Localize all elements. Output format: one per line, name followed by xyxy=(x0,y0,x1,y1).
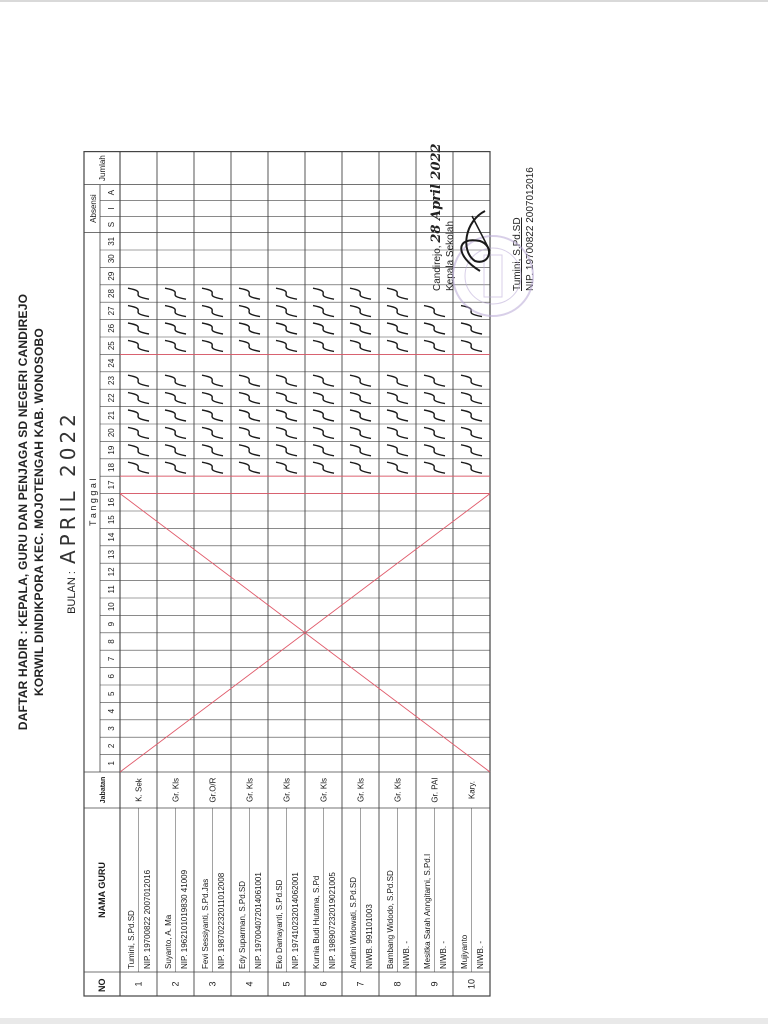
paraf-signature xyxy=(239,393,260,404)
paraf-signature xyxy=(202,323,223,334)
paraf-signature xyxy=(313,427,334,438)
teacher-name: Fevi Sessiyanti, S.Pd.Jas xyxy=(201,878,210,969)
paraf-signature xyxy=(276,340,297,351)
teacher-id: NIP. 197004072014061001 xyxy=(254,872,263,969)
day-header: 17 xyxy=(107,480,116,490)
day-header: 9 xyxy=(107,621,116,627)
paraf-signature xyxy=(350,410,371,421)
day-header: 18 xyxy=(107,463,116,472)
paraf-signature xyxy=(239,323,260,334)
teacher-name: Bambang Widodo, S.Pd.SD xyxy=(386,870,395,969)
paraf-signature xyxy=(387,375,408,386)
paraf-signature xyxy=(165,288,186,299)
paraf-signature xyxy=(165,393,186,404)
paraf-signature xyxy=(387,427,408,438)
paraf-signature xyxy=(202,393,223,404)
day-header: 19 xyxy=(107,445,116,455)
paraf-signature xyxy=(276,410,297,421)
teacher-name: Eko Damayanti, S.Pd.SD xyxy=(275,879,284,969)
row-no: 8 xyxy=(392,981,403,987)
teacher-name: Mujiyanto xyxy=(460,934,469,969)
attendance-sheet xyxy=(12,0,756,1036)
paraf-signature xyxy=(128,375,149,386)
paraf-signature xyxy=(239,462,260,473)
teacher-id: NIP. 198702232011012008 xyxy=(217,872,226,969)
signature-block xyxy=(430,51,537,291)
paraf-signature xyxy=(424,340,445,351)
signature-name: Tumini, S.Pd.SD xyxy=(512,217,523,291)
day-header: 8 xyxy=(107,639,116,644)
paraf-signature xyxy=(424,375,445,386)
teacher-name: Tumini, S.Pd.SD xyxy=(127,910,136,969)
paraf-signature xyxy=(424,462,445,473)
paraf-signature xyxy=(276,445,297,456)
absensi-header: A xyxy=(107,189,116,196)
paraf-signature xyxy=(461,462,482,473)
paraf-signature xyxy=(239,340,260,351)
teacher-name: Kurnia Budi Hutama, S.Pd xyxy=(312,875,321,969)
paraf-signature xyxy=(128,445,149,456)
signature-place: Candirejo, xyxy=(432,245,443,291)
paraf-signature xyxy=(165,340,186,351)
day-header: 11 xyxy=(107,585,116,594)
teacher-jabatan: Gr. Kls xyxy=(393,777,403,803)
paraf-signature xyxy=(128,393,149,404)
document-title-line1: DAFTAR HADIR : KEPALA, GURU DAN PENJAGA SD NEGERI CANDIREJO xyxy=(16,293,30,731)
paraf-signature xyxy=(461,410,482,421)
teacher-id: NIWB. - xyxy=(476,941,485,969)
header-nama: NAMA GURU xyxy=(97,862,107,918)
teacher-jabatan: Gr. Kls xyxy=(171,777,181,803)
paraf-signature xyxy=(387,306,408,317)
paraf-signature xyxy=(313,393,334,404)
paraf-signature xyxy=(128,340,149,351)
paraf-signature xyxy=(424,427,445,438)
paraf-signature xyxy=(165,306,186,317)
paraf-signature xyxy=(239,288,260,299)
paraf-signature xyxy=(128,427,149,438)
paraf-signature xyxy=(424,306,445,317)
teacher-id: NIP. 198907232019021005 xyxy=(328,872,337,969)
paraf-signature xyxy=(387,323,408,334)
teacher-jabatan: K. Sek xyxy=(134,778,144,802)
paraf-signature xyxy=(128,288,149,299)
header-jabatan: Jabatan xyxy=(100,776,107,804)
row-no: 1 xyxy=(133,981,144,987)
day-header: 29 xyxy=(107,271,116,281)
paraf-signature xyxy=(387,445,408,456)
day-header: 12 xyxy=(107,567,116,577)
day-header: 26 xyxy=(107,323,116,333)
day-header: 30 xyxy=(107,254,116,264)
paraf-signature xyxy=(350,393,371,404)
paraf-signature xyxy=(202,306,223,317)
row-no: 5 xyxy=(281,981,292,987)
paraf-signature xyxy=(350,340,371,351)
paraf-signature xyxy=(387,393,408,404)
teacher-name: Suyanto, A. Ma xyxy=(164,914,173,969)
teacher-name: Edy Suparman, S.Pd.SD xyxy=(238,880,247,969)
paraf-signature xyxy=(276,462,297,473)
day-header: 24 xyxy=(107,358,116,368)
paraf-signature xyxy=(313,323,334,334)
teacher-id: NIWB. - xyxy=(402,941,411,969)
teacher-id: NIWB. 991101003 xyxy=(365,904,374,969)
signature-date-handwritten: 28 April 2022 xyxy=(429,143,444,243)
paraf-signature xyxy=(461,445,482,456)
signature-role: Kepala Sekolah xyxy=(445,220,456,291)
paraf-signature xyxy=(350,462,371,473)
paraf-signature xyxy=(165,445,186,456)
document-title-line2: KORWIL DINDIKPORA KEC. MOJOTENGAH KAB. WONOSOBO xyxy=(32,328,46,696)
teacher-id: NIP. 19700822 2007012016 xyxy=(143,869,152,969)
day-header: 6 xyxy=(107,674,116,679)
paraf-signature xyxy=(202,288,223,299)
row-no: 10 xyxy=(466,978,477,990)
row-no: 6 xyxy=(318,981,329,987)
absensi-header: S xyxy=(107,221,116,228)
signature-nip: NIP. 19700822 2007012016 xyxy=(525,167,536,291)
paraf-signature xyxy=(165,410,186,421)
paraf-signature xyxy=(202,375,223,386)
paraf-signature xyxy=(424,410,445,421)
day-header: 13 xyxy=(107,550,116,559)
paraf-signature xyxy=(202,410,223,421)
paraf-signature xyxy=(276,323,297,334)
paraf-signature xyxy=(313,375,334,386)
row-no: 2 xyxy=(170,981,181,987)
paraf-signature xyxy=(313,288,334,299)
paraf-signature xyxy=(276,375,297,386)
teacher-id: NIP. 1962101019830 41009 xyxy=(180,869,189,969)
teacher-jabatan: Gr.O/R xyxy=(208,777,218,803)
header-no: NO xyxy=(97,978,107,992)
paraf-signature xyxy=(202,445,223,456)
paraf-signature xyxy=(313,462,334,473)
paraf-signature xyxy=(276,393,297,404)
row-no: 3 xyxy=(207,981,218,987)
attendance-table xyxy=(12,0,756,1036)
paraf-signature xyxy=(202,340,223,351)
row-no: 7 xyxy=(355,981,366,987)
paraf-signature xyxy=(313,445,334,456)
paraf-signature xyxy=(350,375,371,386)
day-header: 21 xyxy=(107,410,116,420)
absensi-header: I xyxy=(107,207,116,210)
day-header: 2 xyxy=(107,743,116,749)
teacher-jabatan: Gr. Kls xyxy=(319,777,329,803)
teacher-id: NIP. 197410232014062001 xyxy=(291,872,300,969)
month-value: APRIL 2022 xyxy=(56,410,80,565)
paraf-signature xyxy=(387,288,408,299)
header-tanggal: T a n g g a l xyxy=(88,478,98,526)
paraf-signature xyxy=(202,427,223,438)
paraf-signature xyxy=(128,462,149,473)
paraf-signature xyxy=(165,323,186,334)
paraf-signature xyxy=(165,462,186,473)
day-header: 14 xyxy=(107,532,116,542)
teacher-jabatan: Gr. PAI xyxy=(430,777,440,803)
paraf-signature xyxy=(128,306,149,317)
day-header: 28 xyxy=(107,289,116,298)
day-header: 5 xyxy=(107,691,116,696)
paraf-signature xyxy=(165,427,186,438)
paraf-signature xyxy=(387,462,408,473)
day-header: 31 xyxy=(107,236,116,246)
teacher-jabatan: Gr. Kls xyxy=(245,777,255,803)
paraf-signature xyxy=(350,306,371,317)
header-jumlah: Jumlah xyxy=(98,155,107,181)
day-header: 22 xyxy=(107,393,116,403)
paraf-signature xyxy=(202,462,223,473)
paraf-signature xyxy=(350,288,371,299)
paraf-signature xyxy=(387,340,408,351)
paraf-signature xyxy=(313,410,334,421)
paraf-signature xyxy=(276,427,297,438)
day-header: 15 xyxy=(107,515,116,525)
day-header: 3 xyxy=(107,726,116,731)
paraf-signature xyxy=(350,427,371,438)
headmaster-signature xyxy=(450,201,500,281)
paraf-signature xyxy=(350,445,371,456)
day-header: 16 xyxy=(107,497,116,507)
teacher-jabatan: Gr. Kls xyxy=(282,777,292,803)
teacher-jabatan: Gr. Kls xyxy=(356,777,366,803)
paraf-signature xyxy=(461,393,482,404)
paraf-signature xyxy=(461,340,482,351)
teacher-jabatan: Kary. xyxy=(467,780,477,800)
day-header: 4 xyxy=(107,708,116,714)
paraf-signature xyxy=(387,410,408,421)
paraf-signature xyxy=(424,445,445,456)
teacher-id: NIWB. - xyxy=(439,941,448,969)
paraf-signature xyxy=(350,323,371,334)
day-header: 7 xyxy=(107,656,116,662)
day-header: 10 xyxy=(107,602,116,612)
paraf-signature xyxy=(461,323,482,334)
row-no: 9 xyxy=(429,981,440,987)
paraf-signature xyxy=(128,323,149,334)
day-header: 1 xyxy=(107,761,116,766)
row-no: 4 xyxy=(244,981,255,987)
paraf-signature xyxy=(239,445,260,456)
day-header: 25 xyxy=(107,341,116,351)
paraf-signature xyxy=(165,375,186,386)
paraf-signature xyxy=(239,306,260,317)
paraf-signature xyxy=(239,427,260,438)
header-absensi: Absensi xyxy=(89,194,98,223)
paraf-signature xyxy=(424,393,445,404)
paraf-signature xyxy=(461,375,482,386)
teacher-name: Andini Widowati, S.Pd.SD xyxy=(349,876,358,969)
teacher-name: Mesitka Sarah Anngitarni, S.Pd.I xyxy=(423,853,432,969)
month-label: BULAN : xyxy=(66,571,78,614)
paraf-signature xyxy=(276,288,297,299)
paraf-signature xyxy=(313,340,334,351)
paraf-signature xyxy=(424,323,445,334)
paraf-signature xyxy=(128,410,149,421)
paraf-signature xyxy=(239,375,260,386)
day-header: 23 xyxy=(107,376,116,385)
paraf-signature xyxy=(461,427,482,438)
paraf-signature xyxy=(276,306,297,317)
paraf-signature xyxy=(313,306,334,317)
paraf-signature xyxy=(239,410,260,421)
day-header: 27 xyxy=(107,306,116,316)
day-header: 20 xyxy=(107,428,116,438)
